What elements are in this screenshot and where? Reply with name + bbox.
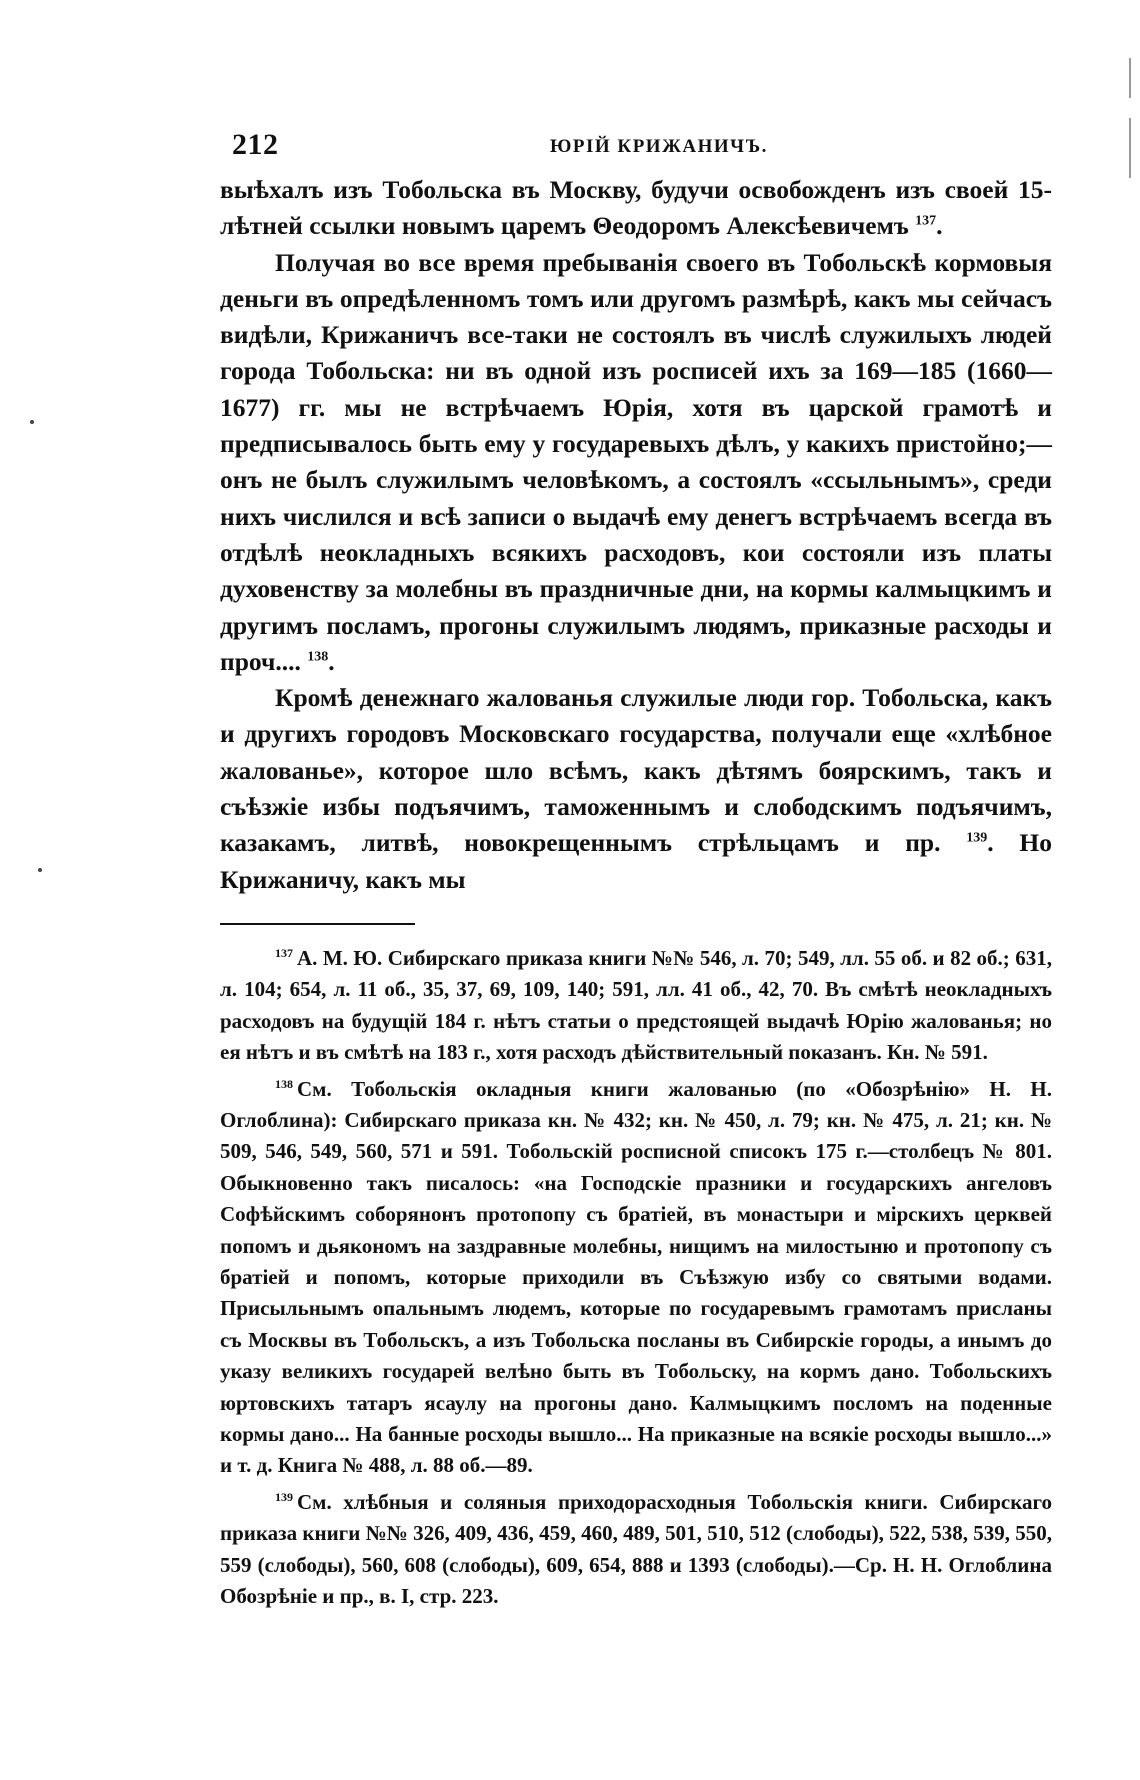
running-title: ЮРІЙ КРИЖАНИЧЪ. [550, 136, 768, 157]
footnote-137 [220, 943, 1052, 1069]
footnote-ref-139[interactable]: 139 [966, 830, 988, 846]
footnote-number: 138 [275, 1076, 293, 1091]
page-edge-mark [1129, 118, 1131, 178]
running-head [220, 128, 1052, 172]
footnote-number: 137 [275, 945, 293, 960]
footnote-139 [220, 1487, 1052, 1613]
paragraph-text: выѣхалъ изъ Тобольска въ Москву, будучи освобожденъ изъ своей 15-лѣтней ссылки новымъ царемъ Θеодоромъ Алексѣевичемъ [220, 175, 1052, 241]
page-number: 212 [232, 128, 279, 161]
paragraph-text: Кромѣ денежнаго жалованья служилые люди гор. Тобольска, какъ и другихъ городовъ Московскаго государства, получали еще «хлѣбное жалованье», которое шло всѣмъ, какъ дѣтямъ боярскимъ, такъ и съѣзжіе избы подъячимъ, таможеннымъ и слободскимъ подъячимъ, казакамъ, литвѣ, новокрещеннымъ стрѣльцамъ и пр. [220, 683, 1052, 858]
footnote-number: 139 [275, 1489, 293, 1504]
footnote-ref-138[interactable]: 138 [307, 649, 329, 665]
paragraph-text: Получая во все время пребыванія своего въ Тобольскѣ кормовыя деньги въ опредѣленномъ томъ или другомъ размѣрѣ, какъ мы сейчасъ видѣли, Крижаничъ все-таки не состоялъ въ числѣ служилыхъ людей города Тобольска: ни въ одной изъ росписей ихъ за 169—185 (1660—1677) гг. мы не встрѣчаемъ Юрія, хотя въ царской грамотѣ и предписывалось быть ему у государевыхъ дѣлъ, у какихъ пристойно;—онъ не былъ служилымъ человѣкомъ, а состоялъ «ссыльнымъ», среди нихъ числился и всѣ записи о выдачѣ ему денегъ встрѣчаемъ всегда въ отдѣлѣ неокладныхъ всякихъ расходовъ, кои состояли изъ платы духовенству за молебны въ праздничные дни, на кормы калмыцкимъ и другимъ посламъ, прогоны служилымъ людямъ, приказные расходы и проч.... [220, 247, 1052, 676]
ink-speck [30, 420, 34, 424]
ink-speck [38, 868, 42, 872]
footnote-text: А. М. Ю. Сибирскаго приказа книги №№ 546, л. 70; 549, лл. 55 об. и 82 об.; 631, л. 104; 654, л. 11 об., 35, 37, 69, 109, 140; 591, лл. 41 об., 42, 70. Въ смѣтѣ неокладныхъ расходовъ на будущій 184 г. нѣтъ статьи о предстоящей выдачѣ Юрію жалованья; но ея нѣтъ и въ смѣтѣ на 183 г., хотя расходъ дѣйствительный показанъ. Кн. № 591. [220, 945, 1052, 1065]
footnote-138 [220, 1074, 1052, 1482]
paragraph-1 [220, 172, 1052, 245]
paragraph-end: . [936, 211, 943, 241]
paragraph-3 [220, 680, 1052, 898]
footnote-divider [220, 923, 415, 925]
paragraph-continuation: . Но Крижаничу, какъ мы [220, 828, 1053, 894]
footnote-text: См. Тобольскія окладныя книги жалованью (по «Обозрѣнію» Н. Н. Оглоблина): Сибирскаго приказа кн. № 432; кн. № 450, л. 79; кн. № 475, л. 21; кн. № 509, 546, 549, 560, 571 и 591. Тобольскій росписной списокъ 175 г.—столбецъ № 801. Обыкновенно такъ писалось: «на Господскіе празники и государскихъ ангеловъ Софѣйскимъ соборянонъ протопопу съ братіей, въ монастыри и мірскихъ церквей попомъ и дьякономъ на заздравные молебны, нищимъ на милостыню и протопопу съ братіей и попомъ, которые приходили въ Съѣзжую избу со святыми водами. Присыльнымъ опальнымъ людемъ, которые по государевымъ грамотамъ присланы съ Москвы въ Тобольскъ, а изъ Тобольска посланы въ Сибирскіе городы, а инымъ до указу великихъ государей велѣно быть въ Тобольску, на кормъ дано. Тобольскихъ юртовскихъ татаръ ясаулу на прогоны дано. Калмыцкимъ посломъ на поденные кормы дано... На банные росходы вышло... На приказные на всякіе росходы вышло...» и т. д. Книга № 488, л. 88 об.—89. [220, 1076, 1052, 1478]
footnote-ref-137[interactable]: 137 [915, 213, 937, 229]
footnotes [220, 943, 1052, 1613]
footnote-text: См. хлѣбныя и соляныя приходорасходныя Тобольскія книги. Сибирскаго приказа книги №№ 326, 409, 436, 459, 460, 489, 501, 510, 512 (слободы), 522, 538, 539, 550, 559 (слободы), 560, 608 (слободы), 609, 654, 888 и 1393 (слободы).—Ср. Н. Н. Оглоблина Обозрѣніе и пр., в. I, стр. 223. [220, 1489, 1052, 1609]
body-text [220, 172, 1052, 898]
book-page [220, 128, 1052, 1617]
paragraph-2 [220, 245, 1052, 681]
page-edge-mark [1129, 58, 1131, 98]
paragraph-end: . [328, 646, 335, 676]
